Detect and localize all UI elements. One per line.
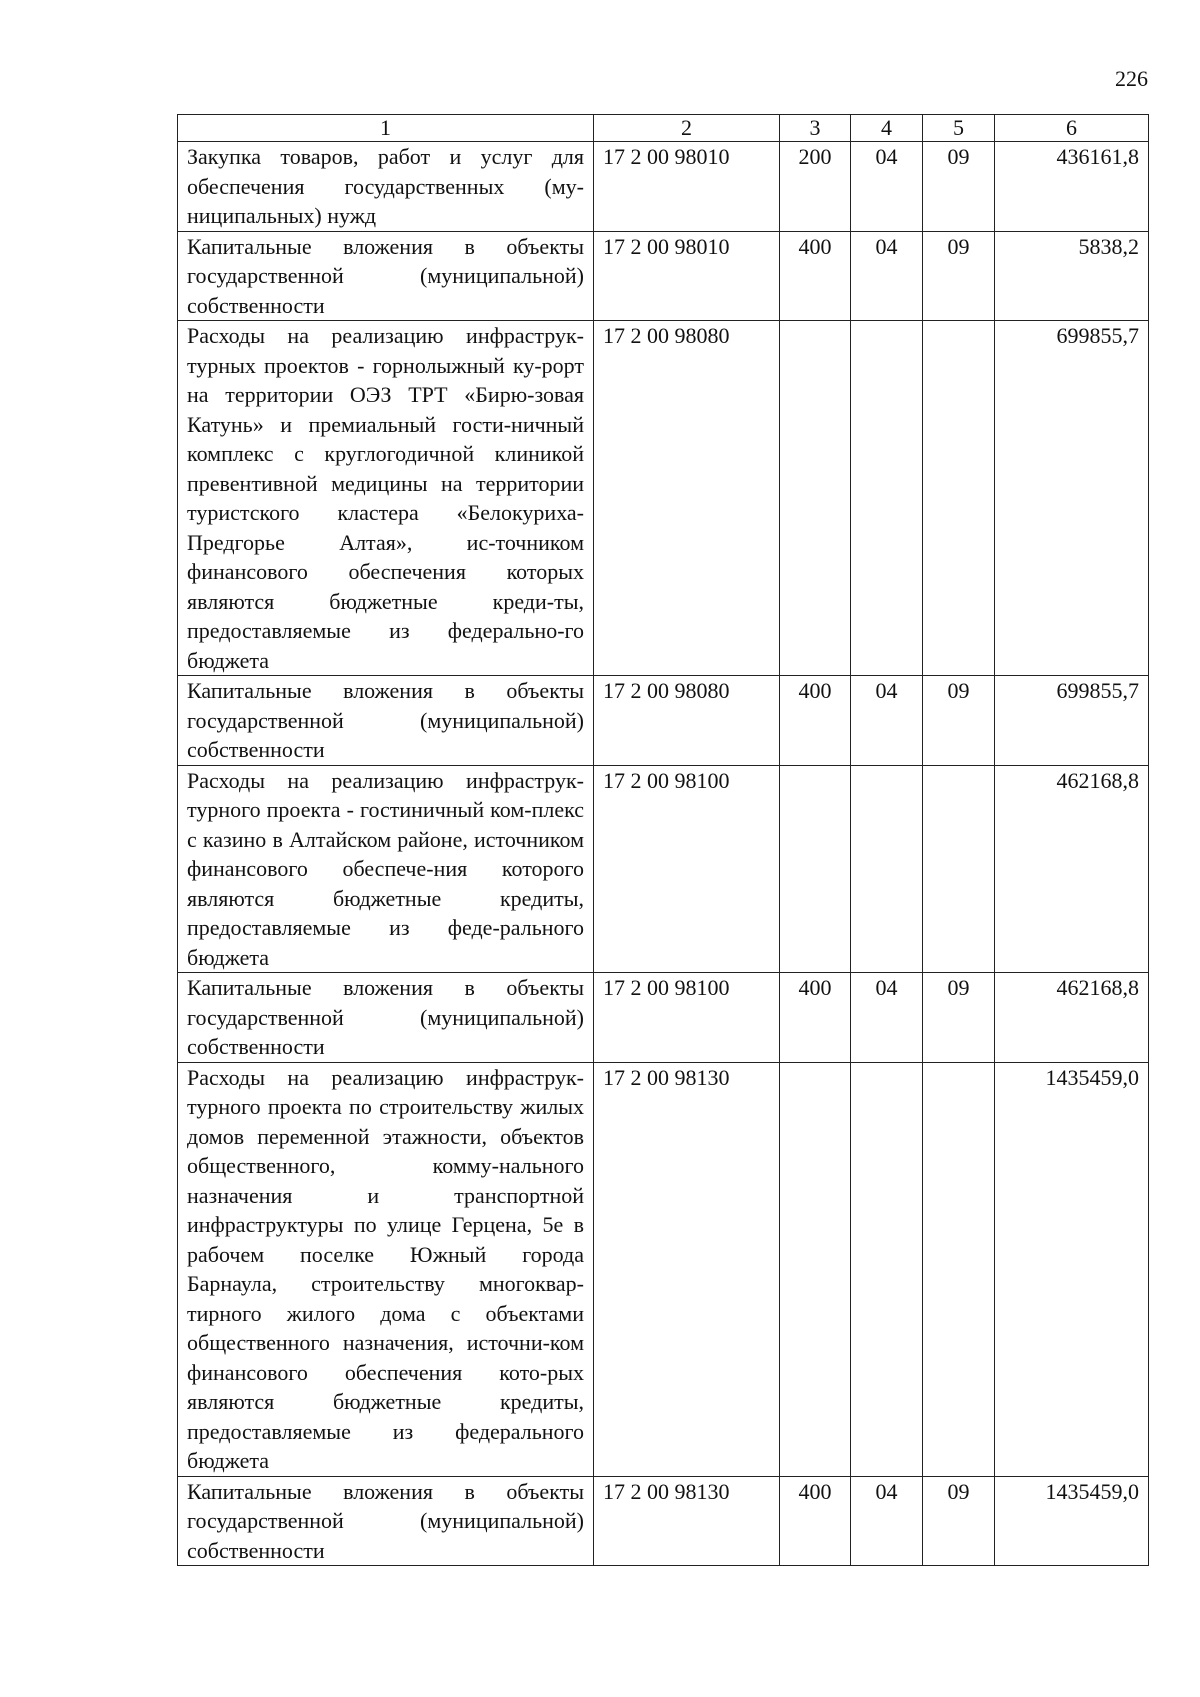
expense-name-cell: Капитальные вложения в объекты государственной (муниципальной) собственности: [178, 231, 594, 321]
table-row: [178, 1062, 1149, 1476]
table-row: [178, 973, 1149, 1063]
target-code-cell: 17 2 00 98130: [594, 1476, 780, 1566]
target-code-cell: 17 2 00 98080: [594, 321, 780, 676]
expense-name-cell: Расходы на реализацию инфраструк-турного проекта по строительству жилых домов переменной этажности, объектов общественного, комму-нального назначения и транспортной инфраструктуры по улице Герцена, 5е в рабочем поселке Южный города Барнаула, строительству многоквар-тирного жилого дома с объектами общественного назначения, источни-ком финансового обеспечения кото-рых являются бюджетные кредиты, предоставляемые из федерального бюджета: [178, 1062, 594, 1476]
expense-name-cell: Капитальные вложения в объекты государственной (муниципальной) собственности: [178, 1476, 594, 1566]
subsection-cell: [923, 321, 995, 676]
table-row: [178, 676, 1149, 766]
target-code-cell: 17 2 00 98100: [594, 765, 780, 973]
amount-cell: 462168,8: [995, 973, 1149, 1063]
expense-type-cell: 200: [780, 142, 851, 232]
expense-type-cell: [780, 765, 851, 973]
column-header: 1: [178, 115, 594, 142]
column-header: 5: [923, 115, 995, 142]
expense-type-cell: 400: [780, 973, 851, 1063]
subsection-cell: [923, 1062, 995, 1476]
budget-table: [177, 114, 1149, 1566]
table-row: [178, 1476, 1149, 1566]
table-row: [178, 321, 1149, 676]
section-cell: [851, 321, 923, 676]
target-code-cell: 17 2 00 98080: [594, 676, 780, 766]
subsection-cell: 09: [923, 676, 995, 766]
expense-name-cell: Расходы на реализацию инфраструк-турных проектов - горнолыжный ку-рорт на территории ОЭЗ ТРТ «Бирю-зовая Катунь» и премиальный гости-ничный комплекс с круглогодичной клиникой превентивной медицины на территории туристского кластера «Белокуриха-Предгорье Алтая», ис-точником финансового обеспечения которых являются бюджетные креди-ты, предоставляемые из федерально-го бюджета: [178, 321, 594, 676]
amount-cell: 1435459,0: [995, 1476, 1149, 1566]
target-code-cell: 17 2 00 98010: [594, 231, 780, 321]
column-header: 2: [594, 115, 780, 142]
column-header: 3: [780, 115, 851, 142]
expense-type-cell: 400: [780, 231, 851, 321]
table-row: [178, 231, 1149, 321]
expense-type-cell: 400: [780, 676, 851, 766]
table-header-row: [178, 115, 1149, 142]
amount-cell: 699855,7: [995, 676, 1149, 766]
subsection-cell: 09: [923, 973, 995, 1063]
section-cell: 04: [851, 231, 923, 321]
column-header: 4: [851, 115, 923, 142]
table-row: [178, 765, 1149, 973]
subsection-cell: 09: [923, 231, 995, 321]
amount-cell: 5838,2: [995, 231, 1149, 321]
amount-cell: 1435459,0: [995, 1062, 1149, 1476]
page-number: 226: [1115, 66, 1148, 91]
column-header: 6: [995, 115, 1149, 142]
section-cell: [851, 1062, 923, 1476]
section-cell: 04: [851, 142, 923, 232]
target-code-cell: 17 2 00 98100: [594, 973, 780, 1063]
expense-name-cell: Расходы на реализацию инфраструк-турного проекта - гостиничный ком-плекс с казино в Алтайском районе, источником финансового обеспече-ния которого являются бюджетные кредиты, предоставляемые из феде-рального бюджета: [178, 765, 594, 973]
target-code-cell: 17 2 00 98010: [594, 142, 780, 232]
section-cell: 04: [851, 676, 923, 766]
section-cell: 04: [851, 973, 923, 1063]
table-row: [178, 142, 1149, 232]
expense-name-cell: Капитальные вложения в объекты государственной (муниципальной) собственности: [178, 973, 594, 1063]
section-cell: [851, 765, 923, 973]
expense-type-cell: [780, 321, 851, 676]
subsection-cell: [923, 765, 995, 973]
amount-cell: 436161,8: [995, 142, 1149, 232]
subsection-cell: 09: [923, 1476, 995, 1566]
section-cell: 04: [851, 1476, 923, 1566]
amount-cell: 699855,7: [995, 321, 1149, 676]
expense-type-cell: 400: [780, 1476, 851, 1566]
amount-cell: 462168,8: [995, 765, 1149, 973]
target-code-cell: 17 2 00 98130: [594, 1062, 780, 1476]
expense-type-cell: [780, 1062, 851, 1476]
expense-name-cell: Закупка товаров, работ и услуг для обеспечения государственных (му-ниципальных) нужд: [178, 142, 594, 232]
subsection-cell: 09: [923, 142, 995, 232]
expense-name-cell: Капитальные вложения в объекты государственной (муниципальной) собственности: [178, 676, 594, 766]
